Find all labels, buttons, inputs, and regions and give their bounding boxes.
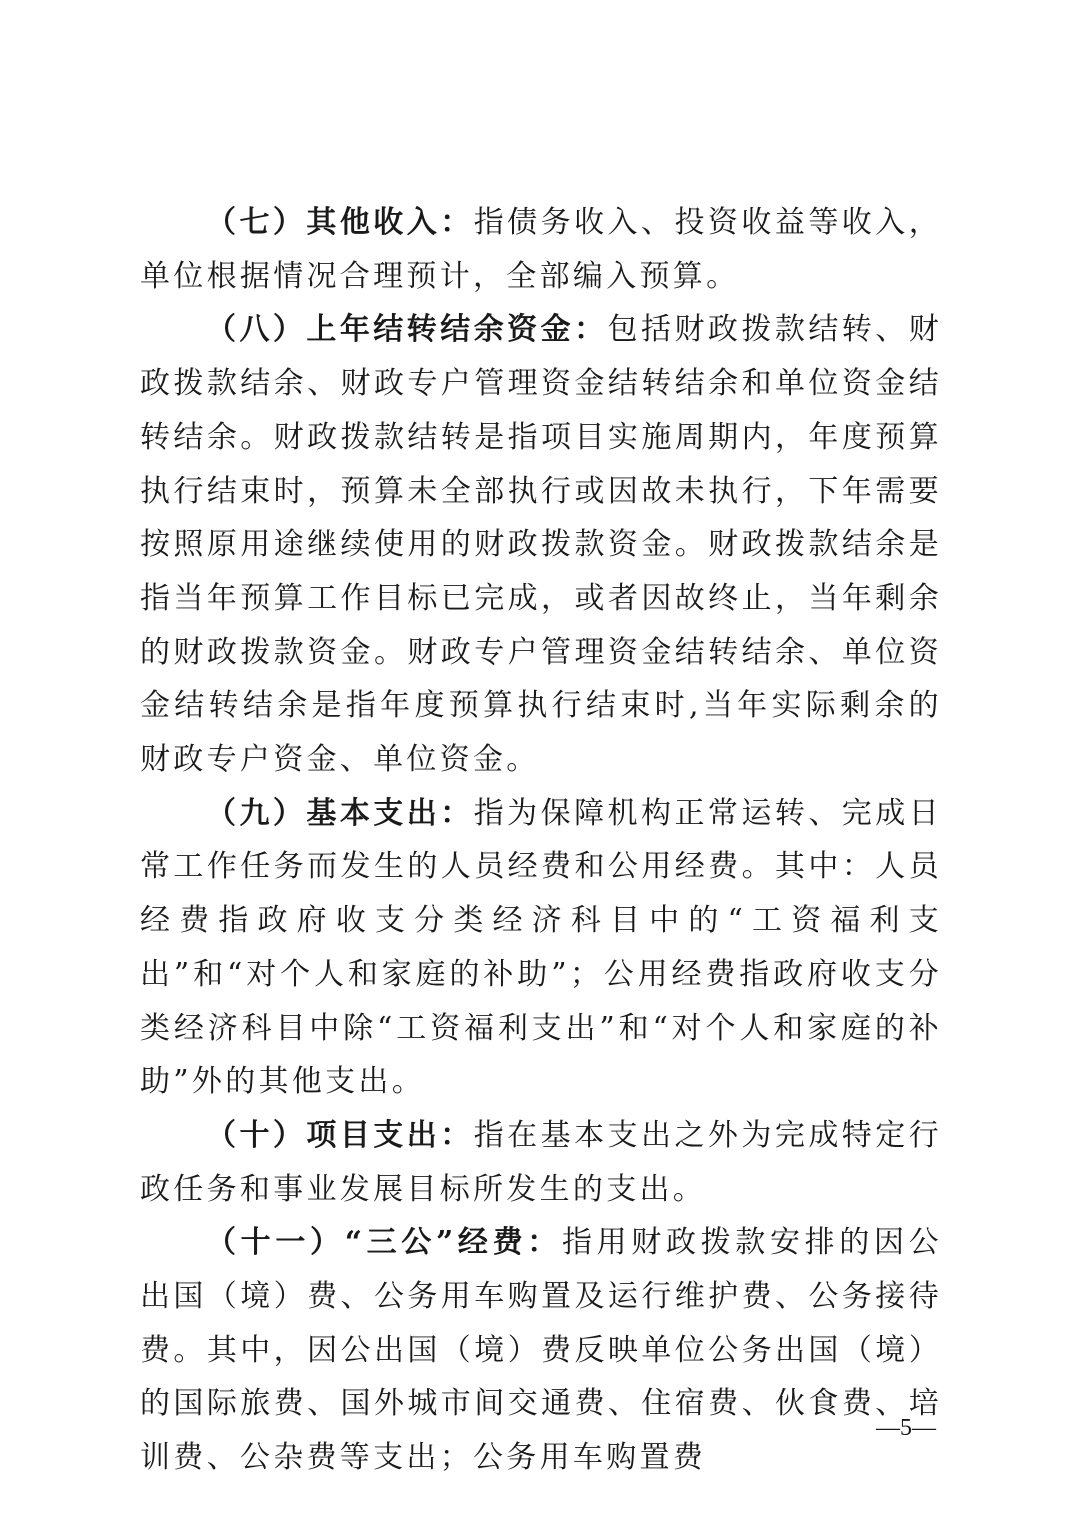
paragraph-other-income xyxy=(140,196,942,303)
paragraph-text: 指用财政拨款安排的因公出国（境）费、公务用车购置及运行维护费、公务接待费。其中，因公出国（境）费反映单位公务出国（境）的国际旅费、国外城市间交通费、住宿费、伙食费、培训费、公杂费等支出；公务用车购置费 xyxy=(140,1225,942,1476)
term-heading: （九）基本支出： xyxy=(206,795,474,831)
page-number: —5— xyxy=(876,1415,936,1441)
paragraph-project-expenditure xyxy=(140,1109,942,1216)
paragraph-text: 指债务收入、投资收益等收入，单位根据情况合理预计，全部编入预算。 xyxy=(140,205,943,294)
paragraph-basic-expenditure xyxy=(140,787,942,1109)
term-heading: （八）上年结转结余资金： xyxy=(206,312,608,348)
paragraph-text: 指为保障机构正常运转、完成日常工作任务而发生的人员经费和公用经费。其中：人员经费指政府收支分类经济科目中的“工资福利支出”和“对个人和家庭的补助”；公用经费指政府收支分类经济科目中除“工资福利支出”和“对个人和家庭的补助”外的其他支出。 xyxy=(140,795,943,1100)
document-body xyxy=(140,196,942,1485)
term-heading: （七）其他收入： xyxy=(206,205,474,240)
term-heading: （十）项目支出： xyxy=(206,1117,474,1153)
paragraph-carryover-funds xyxy=(140,303,942,786)
paragraph-text: 指在基本支出之外为完成特定行政任务和事业发展目标所发生的支出。 xyxy=(140,1117,943,1207)
term-heading: （十一）“三公”经费： xyxy=(206,1225,562,1261)
paragraph-three-public-expenses xyxy=(140,1216,942,1485)
paragraph-text: 包括财政拨款结转、财政拨款结余、财政专户管理资金结转结余和单位资金结转结余。财政拨款结转是指项目实施周期内，年度预算执行结束时，预算未全部执行或因故未执行，下年需要按照原用途继续使用的财政拨款资金。财政拨款结余是指当年预算工作目标已完成，或者因故终止，当年剩余的财政拨款资金。财政专户管理资金结转结余、单位资金结转结余是指年度预算执行结束时,当年实际剩余的财政专户资金、单位资金。 xyxy=(140,312,942,778)
